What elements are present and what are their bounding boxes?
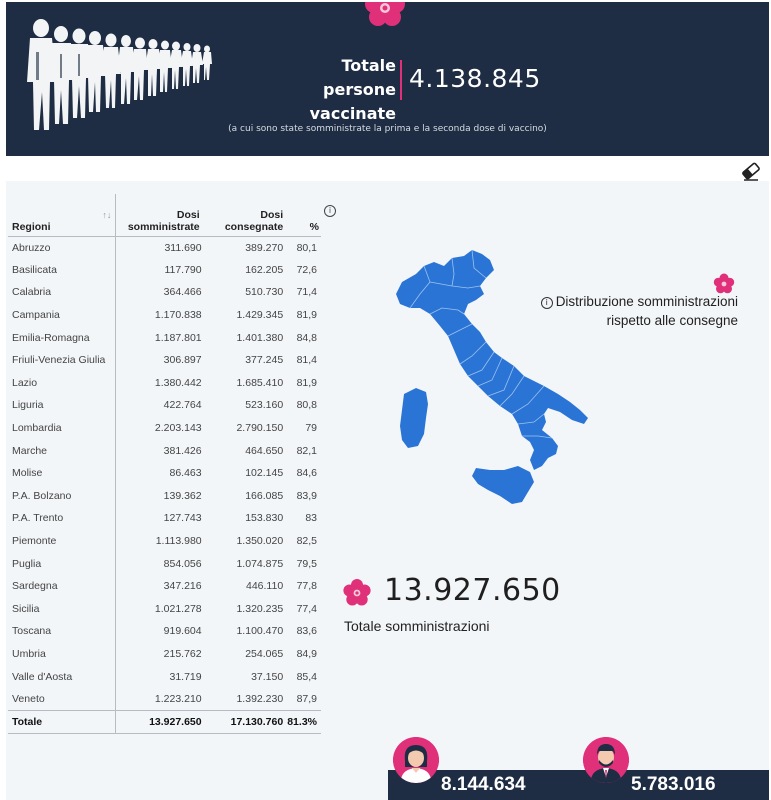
percent-cell: 77,8 (296, 580, 317, 593)
delivered-cell: 2.790.150 (236, 422, 284, 435)
delivered-cell: 1.392.230 (236, 692, 284, 705)
percent-cell: 79,5 (296, 557, 317, 570)
table-row[interactable] (8, 485, 321, 508)
percent-cell: 81,9 (296, 309, 317, 322)
map-caption-line1 (516, 292, 738, 311)
table-row[interactable] (8, 439, 321, 462)
region-name-cell: Umbria (8, 643, 116, 666)
percent-cell: 83,9 (296, 489, 317, 502)
region-name-cell: Sardegna (8, 575, 116, 598)
delivered-cell: 1.350.020 (236, 535, 284, 548)
region-name-cell: Abruzzo (8, 236, 116, 259)
female-vaccinated-value: 8.144.634 (441, 774, 526, 795)
column-header-delivered-line2: consegnate (224, 220, 284, 233)
delivered-cell: 102.145 (245, 467, 284, 480)
table-row[interactable] (8, 688, 321, 711)
regions-table (8, 194, 321, 734)
column-header-percent[interactable] (285, 194, 321, 236)
header-banner (6, 2, 769, 156)
table-row[interactable] (8, 236, 321, 259)
table-row[interactable] (8, 598, 321, 621)
total-label-line1: Totale (341, 56, 396, 75)
eraser-icon[interactable] (740, 160, 762, 182)
total-vaccinated-note: (a cui sono state somministrate la prima e la seconda dose di vaccino) (228, 124, 547, 134)
region-name-cell: Basilicata (8, 259, 116, 282)
administered-cell: 347.216 (163, 580, 202, 593)
delivered-cell: 1.074.875 (236, 557, 284, 570)
region-name-cell: Puglia (8, 552, 116, 575)
delivered-cell: 1.429.345 (236, 309, 284, 322)
info-icon[interactable]: i (324, 205, 336, 217)
column-header-region-label: Regioni (12, 220, 51, 233)
delivered-cell: 1.320.235 (236, 602, 284, 615)
administered-cell: 1.187.801 (154, 331, 202, 344)
male-vaccinated-value: 5.783.016 (631, 774, 716, 795)
table-row[interactable] (8, 552, 321, 575)
delivered-cell: 446.110 (246, 580, 284, 593)
delivered-cell: 523.160 (245, 399, 284, 412)
percent-cell: 71,4 (296, 286, 317, 299)
male-avatar-icon (583, 737, 629, 783)
column-header-administered-line2: somministrate (127, 220, 200, 233)
total-label-cell: Totale (8, 710, 116, 733)
percent-cell: 84,6 (296, 467, 317, 480)
delivered-cell: 1.100.470 (236, 625, 284, 638)
map-caption-line1-text: Distribuzione somministrazioni (555, 294, 738, 309)
table-header-row (8, 194, 321, 236)
percent-cell: 83 (305, 512, 317, 525)
administered-cell: 1.380.442 (154, 376, 202, 389)
total-vaccinated-label (238, 54, 396, 126)
administered-cell: 2.203.143 (154, 422, 202, 435)
administered-cell: 364.466 (163, 286, 202, 299)
region-name-cell: Lazio (8, 372, 116, 395)
delivered-cell: 464.650 (245, 444, 284, 457)
region-name-cell: Sicilia (8, 598, 116, 621)
administered-cell: 139.362 (163, 489, 202, 502)
administered-cell: 854.056 (163, 557, 202, 570)
total-administered-cell: 13.927.650 (116, 710, 202, 733)
table-row[interactable] (8, 372, 321, 395)
region-name-cell: P.A. Bolzano (8, 485, 116, 508)
column-header-region[interactable] (8, 194, 116, 236)
total-separator (400, 60, 402, 100)
total-administrations-value: 13.927.650 (384, 573, 561, 608)
table-row[interactable] (8, 394, 321, 417)
regions-table-container (8, 194, 321, 734)
percent-cell: 80,1 (296, 241, 317, 254)
column-header-administered[interactable] (116, 194, 202, 236)
region-name-cell: Piemonte (8, 530, 116, 553)
table-row[interactable] (8, 575, 321, 598)
delivered-cell: 1.685.410 (236, 376, 284, 389)
delivered-cell: 37.150 (251, 670, 284, 683)
table-row[interactable] (8, 349, 321, 372)
table-row[interactable] (8, 462, 321, 485)
total-delivered-cell: 17.130.760 (202, 710, 286, 733)
region-name-cell: P.A. Trento (8, 507, 116, 530)
administered-cell: 1.021.278 (154, 602, 202, 615)
table-row[interactable] (8, 326, 321, 349)
region-name-cell: Toscana (8, 620, 116, 643)
administered-cell: 1.223.210 (154, 692, 202, 705)
total-vaccinated-value: 4.138.845 (409, 64, 541, 93)
administered-cell: 127.743 (163, 512, 202, 525)
region-name-cell: Liguria (8, 394, 116, 417)
column-header-percent-label: % (309, 220, 319, 233)
percent-cell: 82,1 (296, 444, 317, 457)
italy-regions-map[interactable] (372, 244, 594, 508)
table-row[interactable] (8, 620, 321, 643)
delivered-cell: 162.205 (245, 263, 284, 276)
map-caption-line2: rispetto alle consegne (606, 313, 738, 328)
percent-cell: 81,4 (296, 354, 317, 367)
table-row[interactable] (8, 259, 321, 282)
delivered-cell: 389.270 (245, 241, 284, 254)
region-name-cell: Lombardia (8, 417, 116, 440)
info-icon[interactable]: i (541, 297, 553, 309)
crowd-illustration (16, 12, 221, 134)
table-row[interactable] (8, 304, 321, 327)
primula-flower-icon (363, 2, 407, 30)
column-header-administered-line1: Dosi (176, 208, 200, 221)
table-row[interactable] (8, 643, 321, 666)
percent-cell: 85,4 (296, 670, 317, 683)
table-row[interactable] (8, 530, 321, 553)
administered-cell: 1.170.838 (154, 309, 202, 322)
percent-cell: 77,4 (296, 602, 317, 615)
table-row[interactable] (8, 281, 321, 304)
administered-cell: 31.719 (169, 670, 202, 683)
female-avatar-icon (393, 737, 439, 783)
administered-cell: 306.897 (163, 354, 202, 367)
total-percent-cell: 81.3% (285, 710, 321, 733)
percent-cell: 84,9 (296, 647, 317, 660)
percent-cell: 87,9 (296, 692, 317, 705)
region-name-cell: Marche (8, 439, 116, 462)
table-total-row (8, 710, 321, 733)
column-header-delivered-line1: Dosi (260, 208, 284, 221)
percent-cell: 81,9 (296, 376, 317, 389)
region-name-cell: Campania (8, 304, 116, 327)
percent-cell: 84,8 (296, 331, 317, 344)
region-name-cell: Friuli-Venezia Giulia (8, 349, 116, 372)
table-row[interactable] (8, 417, 321, 440)
region-name-cell: Calabria (8, 281, 116, 304)
administered-cell: 311.690 (164, 241, 202, 254)
column-header-delivered[interactable] (202, 194, 286, 236)
percent-cell: 80,8 (296, 399, 317, 412)
percent-cell: 79 (305, 422, 317, 435)
administered-cell: 381.426 (163, 444, 202, 457)
region-name-cell: Veneto (8, 688, 116, 711)
sort-arrows-icon[interactable]: ↑↓ (102, 210, 112, 220)
table-body (8, 236, 321, 733)
administered-cell: 919.604 (163, 625, 202, 638)
administered-cell: 215.762 (163, 647, 202, 660)
region-name-cell: Molise (8, 462, 116, 485)
percent-cell: 83,6 (296, 625, 317, 638)
delivered-cell: 1.401.380 (236, 331, 284, 344)
total-administrations-label: Totale somministrazioni (344, 618, 490, 634)
administered-cell: 117.790 (164, 263, 202, 276)
region-name-cell: Emilia-Romagna (8, 326, 116, 349)
administered-cell: 1.113.980 (155, 535, 202, 548)
table-row[interactable] (8, 507, 321, 530)
percent-cell: 72,6 (296, 263, 317, 276)
delivered-cell: 377.245 (245, 354, 284, 367)
total-label-line2: persone vaccinate (309, 80, 396, 123)
administered-cell: 86.463 (169, 467, 202, 480)
delivered-cell: 254.065 (245, 647, 284, 660)
region-name-cell: Valle d'Aosta (8, 665, 116, 688)
administered-cell: 422.764 (163, 399, 202, 412)
delivered-cell: 166.085 (245, 489, 284, 502)
percent-cell: 82,5 (296, 535, 317, 548)
map-caption (516, 292, 738, 330)
primula-flower-icon (342, 578, 372, 608)
table-row[interactable] (8, 665, 321, 688)
delivered-cell: 510.730 (245, 286, 284, 299)
delivered-cell: 153.830 (245, 512, 284, 525)
